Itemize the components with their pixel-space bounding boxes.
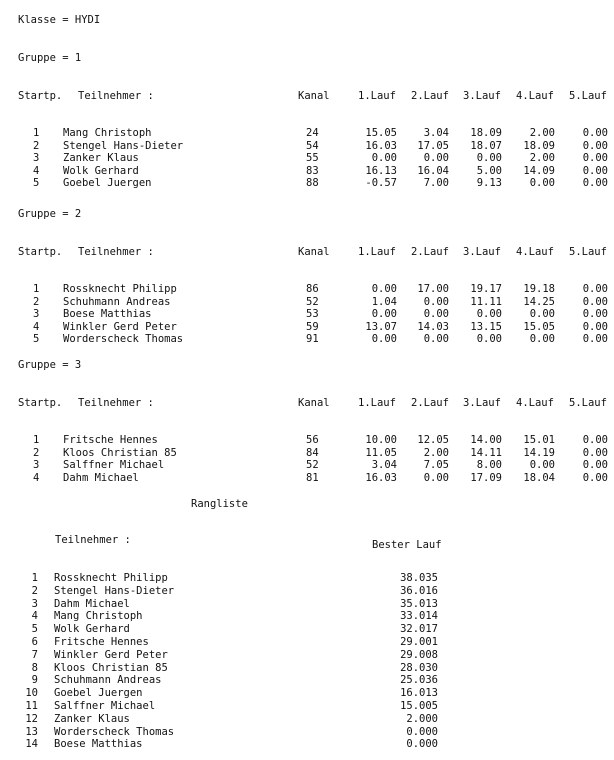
row-l2: 14.03 (417, 320, 449, 333)
header-lauf3: 3.Lauf (463, 246, 501, 258)
rangliste-best: 28.030 (400, 661, 438, 674)
row-l5: 0.00 (582, 434, 608, 446)
row-startpos: 2 (33, 139, 40, 152)
header-lauf4: 4.Lauf (516, 397, 554, 409)
row-name: Goebel Juergen (63, 177, 152, 190)
row-l1: 0.00 (371, 283, 397, 295)
rangliste-name: Zanker Klaus (54, 712, 130, 725)
row-l2: 16.04 (417, 164, 449, 177)
row-l4: 0.00 (529, 177, 555, 190)
rangliste-best: 32.017 (400, 623, 438, 636)
row-name: Kloos Christian 85 (63, 446, 177, 459)
row-kanal: 86 (306, 283, 319, 295)
group-title: Gruppe = 3 (18, 359, 82, 371)
row-startpos: 1 (33, 434, 40, 446)
row-name: Rossknecht Philipp (63, 283, 177, 295)
row-l4: 14.09 (523, 164, 555, 177)
rangliste-rank: 10 (25, 687, 38, 700)
row-l2: 0.00 (423, 333, 449, 346)
row-kanal: 55 (306, 152, 319, 165)
rangliste-best: 35.013 (400, 597, 438, 610)
row-kanal: 52 (306, 295, 319, 308)
row-startpos: 3 (33, 308, 40, 321)
row-l2: 0.00 (423, 295, 449, 308)
row-l2: 0.00 (423, 152, 449, 165)
header-lauf2: 2.Lauf (411, 90, 449, 102)
rangliste-best: 29.008 (400, 648, 438, 661)
row-l2: 17.00 (417, 283, 449, 295)
row-l3: 18.09 (470, 127, 502, 139)
row-l2: 17.05 (417, 139, 449, 152)
rangliste-best: 0.000 (406, 738, 438, 751)
row-l3: 19.17 (470, 283, 502, 295)
rangliste-teilnehmer-header: Teilnehmer : (55, 534, 131, 546)
row-l1: 13.07 (365, 320, 397, 333)
row-l5: 0.00 (582, 283, 608, 295)
klasse-label: Klasse = HYDI (18, 14, 101, 26)
rangliste-name: Kloos Christian 85 (54, 661, 168, 674)
row-kanal: 88 (306, 177, 319, 190)
row-kanal: 53 (306, 308, 319, 321)
header-kanal: Kanal (298, 397, 330, 409)
row-startpos: 2 (33, 295, 40, 308)
rangliste-rank: 14 (25, 738, 38, 751)
rangliste-best: 36.016 (400, 584, 438, 597)
row-l4: 15.01 (523, 434, 555, 446)
row-l4: 0.00 (529, 459, 555, 472)
row-startpos: 5 (33, 177, 40, 190)
row-kanal: 81 (306, 471, 319, 484)
header-lauf1: 1.Lauf (358, 397, 396, 409)
rangliste-name: Stengel Hans-Dieter (54, 584, 175, 597)
group-title: Gruppe = 2 (18, 208, 82, 220)
row-kanal: 24 (306, 127, 319, 139)
header-lauf5: 5.Lauf (569, 90, 607, 102)
row-startpos: 2 (33, 446, 40, 459)
rangliste-bester-header: Bester Lauf (372, 539, 442, 551)
row-name: Boese Matthias (63, 308, 152, 321)
row-kanal: 59 (306, 320, 319, 333)
row-name: Schuhmann Andreas (63, 295, 171, 308)
rangliste-rank: 12 (25, 712, 38, 725)
row-l4: 2.00 (529, 127, 555, 139)
rangliste-name: Dahm Michael (54, 597, 130, 610)
row-l1: 16.03 (365, 471, 397, 484)
row-startpos: 1 (33, 283, 40, 295)
rangliste-rank: 5 (31, 623, 38, 636)
row-l5: 0.00 (582, 471, 608, 484)
row-kanal: 56 (306, 434, 319, 446)
header-startp: Startp. (18, 397, 63, 409)
rangliste-best: 15.005 (400, 700, 438, 712)
row-l1: 11.05 (365, 446, 397, 459)
row-l4: 0.00 (529, 308, 555, 321)
row-l5: 0.00 (582, 308, 608, 321)
row-l5: 0.00 (582, 127, 608, 139)
rangliste-rank: 4 (31, 610, 38, 623)
row-l5: 0.00 (582, 333, 608, 346)
row-kanal: 52 (306, 459, 319, 472)
row-kanal: 84 (306, 446, 319, 459)
row-l3: 0.00 (476, 333, 502, 346)
row-l4: 2.00 (529, 152, 555, 165)
rangliste-name: Boese Matthias (54, 738, 143, 751)
row-l3: 13.15 (470, 320, 502, 333)
row-l4: 18.09 (523, 139, 555, 152)
rangliste-rank: 2 (31, 584, 38, 597)
row-l3: 9.13 (476, 177, 502, 190)
row-l3: 17.09 (470, 471, 502, 484)
rangliste-best: 2.000 (406, 712, 438, 725)
rangliste-name: Worderscheck Thomas (54, 725, 175, 738)
row-l3: 11.11 (470, 295, 502, 308)
header-startp: Startp. (18, 246, 63, 258)
row-l1: 0.00 (371, 308, 397, 321)
row-l1: 0.00 (371, 152, 397, 165)
row-l4: 14.19 (523, 446, 555, 459)
header-teilnehmer: Teilnehmer : (78, 90, 154, 102)
group-title: Gruppe = 1 (18, 52, 82, 64)
rangliste-rank: 8 (31, 661, 38, 674)
header-lauf5: 5.Lauf (569, 246, 607, 258)
rangliste-name: Rossknecht Philipp (54, 572, 168, 584)
row-l5: 0.00 (582, 177, 608, 190)
row-l1: 15.05 (365, 127, 397, 139)
header-lauf3: 3.Lauf (463, 397, 501, 409)
header-startp: Startp. (18, 90, 63, 102)
row-l5: 0.00 (582, 320, 608, 333)
row-l1: 10.00 (365, 434, 397, 446)
rangliste-best: 0.000 (406, 725, 438, 738)
row-startpos: 4 (33, 471, 40, 484)
rangliste-best: 33.014 (400, 610, 438, 623)
row-l3: 18.07 (470, 139, 502, 152)
row-kanal: 54 (306, 139, 319, 152)
rangliste-name: Mang Christoph (54, 610, 143, 623)
header-lauf1: 1.Lauf (358, 246, 396, 258)
row-name: Stengel Hans-Dieter (63, 139, 184, 152)
row-l3: 8.00 (476, 459, 502, 472)
header-lauf4: 4.Lauf (516, 90, 554, 102)
rangliste-best: 16.013 (400, 687, 438, 700)
row-l1: -0.57 (365, 177, 397, 190)
row-l5: 0.00 (582, 459, 608, 472)
row-l4: 18.04 (523, 471, 555, 484)
row-name: Worderscheck Thomas (63, 333, 184, 346)
row-name: Mang Christoph (63, 127, 152, 139)
header-lauf5: 5.Lauf (569, 397, 607, 409)
header-kanal: Kanal (298, 90, 330, 102)
rangliste-name: Wolk Gerhard (54, 623, 130, 636)
header-lauf1: 1.Lauf (358, 90, 396, 102)
row-l5: 0.00 (582, 295, 608, 308)
row-l3: 0.00 (476, 308, 502, 321)
row-name: Dahm Michael (63, 471, 139, 484)
row-l1: 0.00 (371, 333, 397, 346)
rangliste-title: Rangliste (191, 498, 248, 510)
row-name: Zanker Klaus (63, 152, 139, 165)
header-teilnehmer: Teilnehmer : (78, 246, 154, 258)
row-kanal: 91 (306, 333, 319, 346)
rangliste-rank: 9 (31, 674, 38, 687)
rangliste-name: Goebel Juergen (54, 687, 143, 700)
row-l3: 0.00 (476, 152, 502, 165)
row-l2: 0.00 (423, 308, 449, 321)
row-name: Fritsche Hennes (63, 434, 158, 446)
row-l5: 0.00 (582, 446, 608, 459)
header-lauf3: 3.Lauf (463, 90, 501, 102)
row-startpos: 3 (33, 152, 40, 165)
rangliste-name: Schuhmann Andreas (54, 674, 162, 687)
row-l2: 2.00 (423, 446, 449, 459)
header-lauf2: 2.Lauf (411, 397, 449, 409)
row-startpos: 4 (33, 164, 40, 177)
row-l2: 0.00 (423, 471, 449, 484)
row-name: Winkler Gerd Peter (63, 320, 177, 333)
rangliste-rank: 7 (31, 648, 38, 661)
row-l1: 3.04 (371, 459, 397, 472)
rangliste-name: Fritsche Hennes (54, 636, 149, 648)
row-l4: 19.18 (523, 283, 555, 295)
row-l2: 3.04 (423, 127, 449, 139)
rangliste-rank: 1 (31, 572, 38, 584)
rangliste-best: 25.036 (400, 674, 438, 687)
row-startpos: 4 (33, 320, 40, 333)
row-l4: 0.00 (529, 333, 555, 346)
rangliste-name: Salffner Michael (54, 700, 156, 712)
rangliste-name: Winkler Gerd Peter (54, 648, 168, 661)
row-l5: 0.00 (582, 164, 608, 177)
row-kanal: 83 (306, 164, 319, 177)
header-kanal: Kanal (298, 246, 330, 258)
row-l3: 14.00 (470, 434, 502, 446)
row-l1: 16.13 (365, 164, 397, 177)
row-l4: 15.05 (523, 320, 555, 333)
rangliste-best: 38.035 (400, 572, 438, 584)
row-l2: 7.00 (423, 177, 449, 190)
header-lauf2: 2.Lauf (411, 246, 449, 258)
row-l2: 7.05 (423, 459, 449, 472)
row-startpos: 1 (33, 127, 40, 139)
header-lauf4: 4.Lauf (516, 246, 554, 258)
row-name: Wolk Gerhard (63, 164, 139, 177)
header-teilnehmer: Teilnehmer : (78, 397, 154, 409)
row-startpos: 5 (33, 333, 40, 346)
row-startpos: 3 (33, 459, 40, 472)
rangliste-best: 29.001 (400, 636, 438, 648)
row-l5: 0.00 (582, 152, 608, 165)
row-l5: 0.00 (582, 139, 608, 152)
row-l1: 1.04 (371, 295, 397, 308)
rangliste-rank: 3 (31, 597, 38, 610)
rangliste-rank: 6 (31, 636, 38, 648)
row-name: Salffner Michael (63, 459, 165, 472)
row-l3: 5.00 (476, 164, 502, 177)
rangliste-rank: 13 (25, 725, 38, 738)
row-l1: 16.03 (365, 139, 397, 152)
row-l4: 14.25 (523, 295, 555, 308)
rangliste-rank: 11 (25, 700, 38, 712)
row-l3: 14.11 (470, 446, 502, 459)
row-l2: 12.05 (417, 434, 449, 446)
